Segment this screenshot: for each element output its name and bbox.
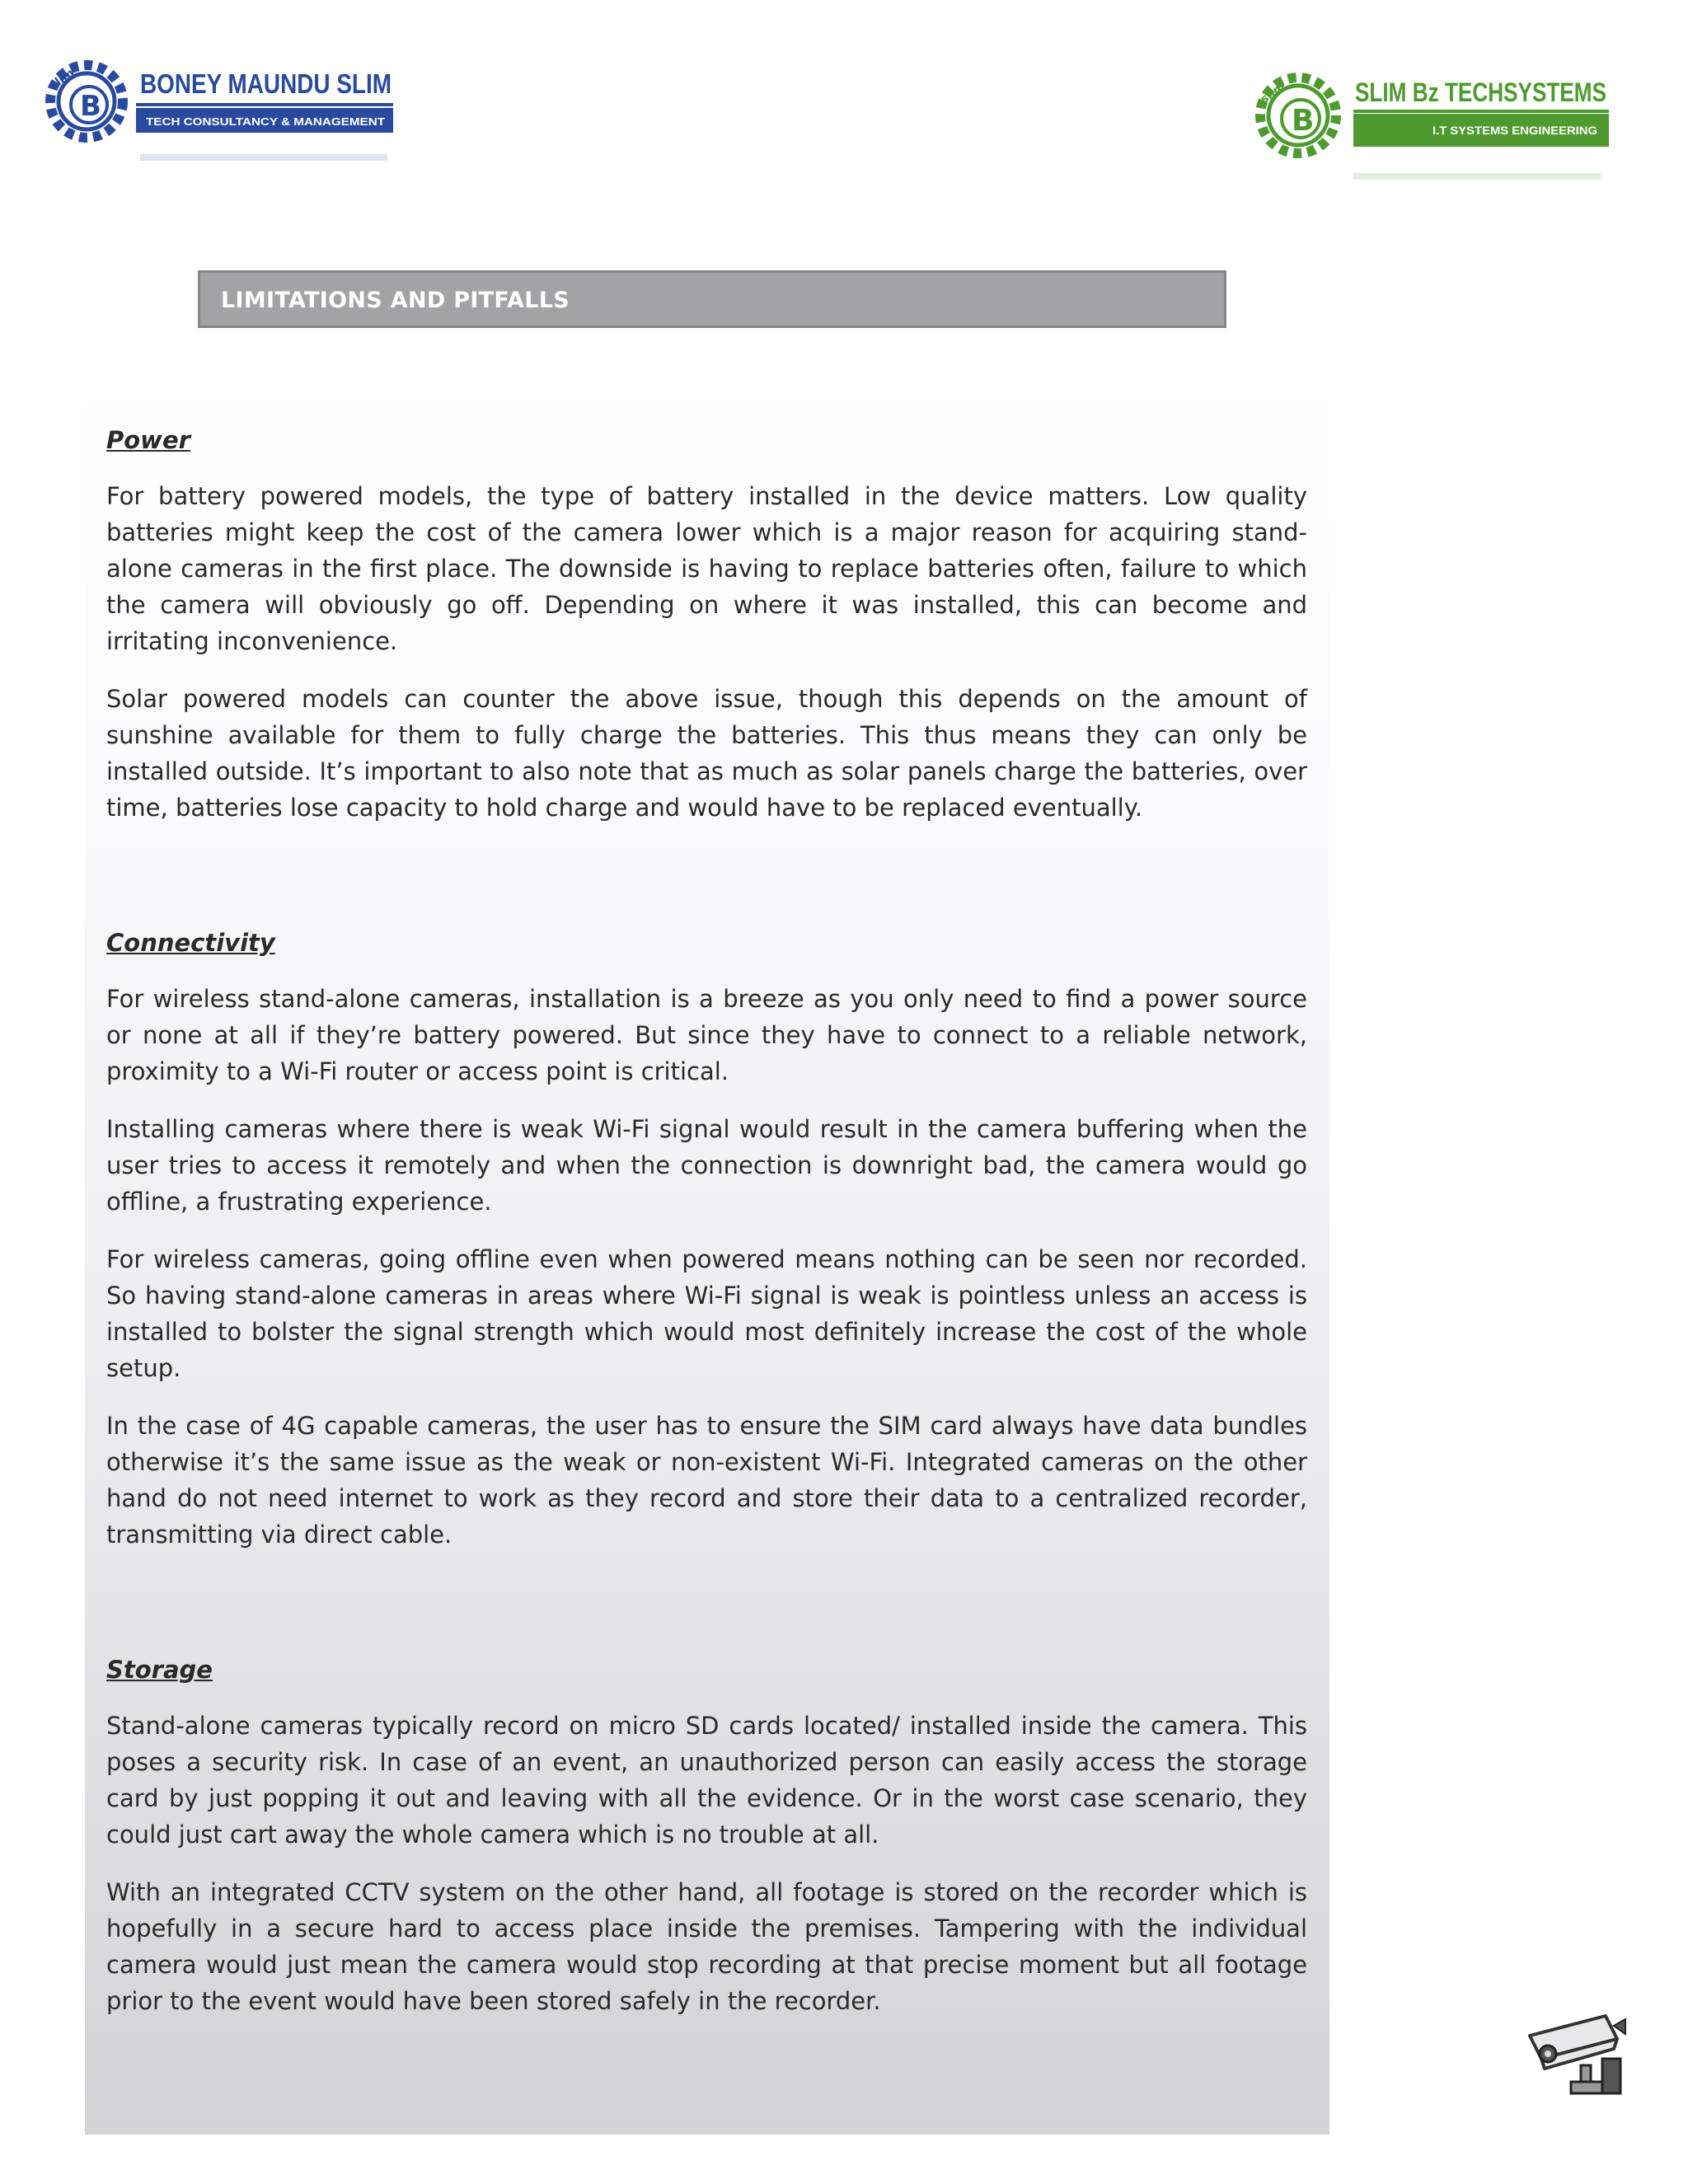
section-banner	[198, 270, 1226, 328]
paragraph: For battery powered models, the type of battery installed in the device matters. Low quality batteries might keep the cost of the camera lower which is a major reason for acquiring stand-alone cameras in the first place. The downside is having to replace batteries often, failure to which the camera will obviously go off. Depending on where it was installed, this can become and irritating inconvenience.	[106, 482, 1307, 655]
document-body	[106, 422, 1307, 2041]
logo-initials: B	[1292, 104, 1315, 138]
section-banner-title: LIMITATIONS AND PITFALLS	[221, 288, 570, 313]
cctv-camera-icon	[1523, 2011, 1630, 2102]
section-power	[106, 422, 1307, 826]
logo-company-name: SLIM Bz TECHSYSTEMS	[1355, 77, 1606, 107]
slim-bz-techsystems-logo	[1243, 70, 1614, 190]
section-storage	[106, 1652, 1307, 2019]
section-heading: Storage	[106, 1656, 213, 1684]
paragraph: With an integrated CCTV system on the other hand, all footage is stored on the recorder which is hopefully in a secure hard to access place inside the premises. Tampering with the individual camera would just mean the camera would stop recording at that precise moment but all footage prior to the event would have been stored safely in the recorder.	[106, 1878, 1307, 2015]
paragraph: In the case of 4G capable cameras, the user has to ensure the SIM card always have data bundles otherwise it’s the same issue as the weak or non-existent Wi-Fi. Integrated cameras on the other hand do not need internet to work as they record and store their data to a centralized recorder, transmitting via direct cable.	[106, 1412, 1307, 1549]
section-heading: Connectivity	[106, 929, 275, 957]
logo-company-name: BONEY MAUNDU SLIM	[140, 68, 392, 99]
logo-initials: B	[80, 90, 101, 123]
paragraph: For wireless cameras, going offline even when powered means nothing can be seen nor recorded. So having stand-alone cameras in areas where Wi-Fi signal is weak is pointless unless an access is installed to bolster the signal strength which would most definitely increase the cost of the whole setup.	[106, 1245, 1307, 1382]
logo-tagline: TECH CONSULTANCY & MANAGEMENT	[146, 115, 386, 128]
logo-monogram: slim	[1258, 80, 1288, 106]
paragraph: For wireless stand-alone cameras, installation is a breeze as you only need to find a power source or none at all if they’re battery powered. But since they have to connect to a reliable network, proximity to a Wi-Fi router or access point is critical.	[106, 985, 1307, 1085]
section-heading: Power	[106, 426, 190, 454]
section-connectivity	[106, 925, 1307, 1553]
paragraph: Installing cameras where there is weak Wi-Fi signal would result in the camera buffering when the user tries to access it remotely and when the connection is downright bad, the camera would go offline, a frustrating experience.	[106, 1115, 1307, 1216]
logo-monogram: slim	[47, 66, 77, 93]
paragraph: Solar powered models can counter the above issue, though this depends on the amount of sunshine available for them to fully charge the batteries. This thus means they can only be installed outside. It’s important to also note that as much as solar panels charge the batteries, over time, batteries lose capacity to hold charge and would have to be replaced eventually.	[106, 685, 1307, 822]
paragraph: Stand-alone cameras typically record on micro SD cards located/ installed inside the camera. This poses a security risk. In case of an event, an unauthorized person can easily access the storage card by just popping it out and leaving with all the evidence. Or in the worst case scenario, they could just cart away the whole camera which is no trouble at all.	[106, 1712, 1307, 1849]
logo-tagline: I.T SYSTEMS ENGINEERING	[1432, 124, 1598, 137]
boney-maundu-slim-logo	[41, 62, 404, 173]
